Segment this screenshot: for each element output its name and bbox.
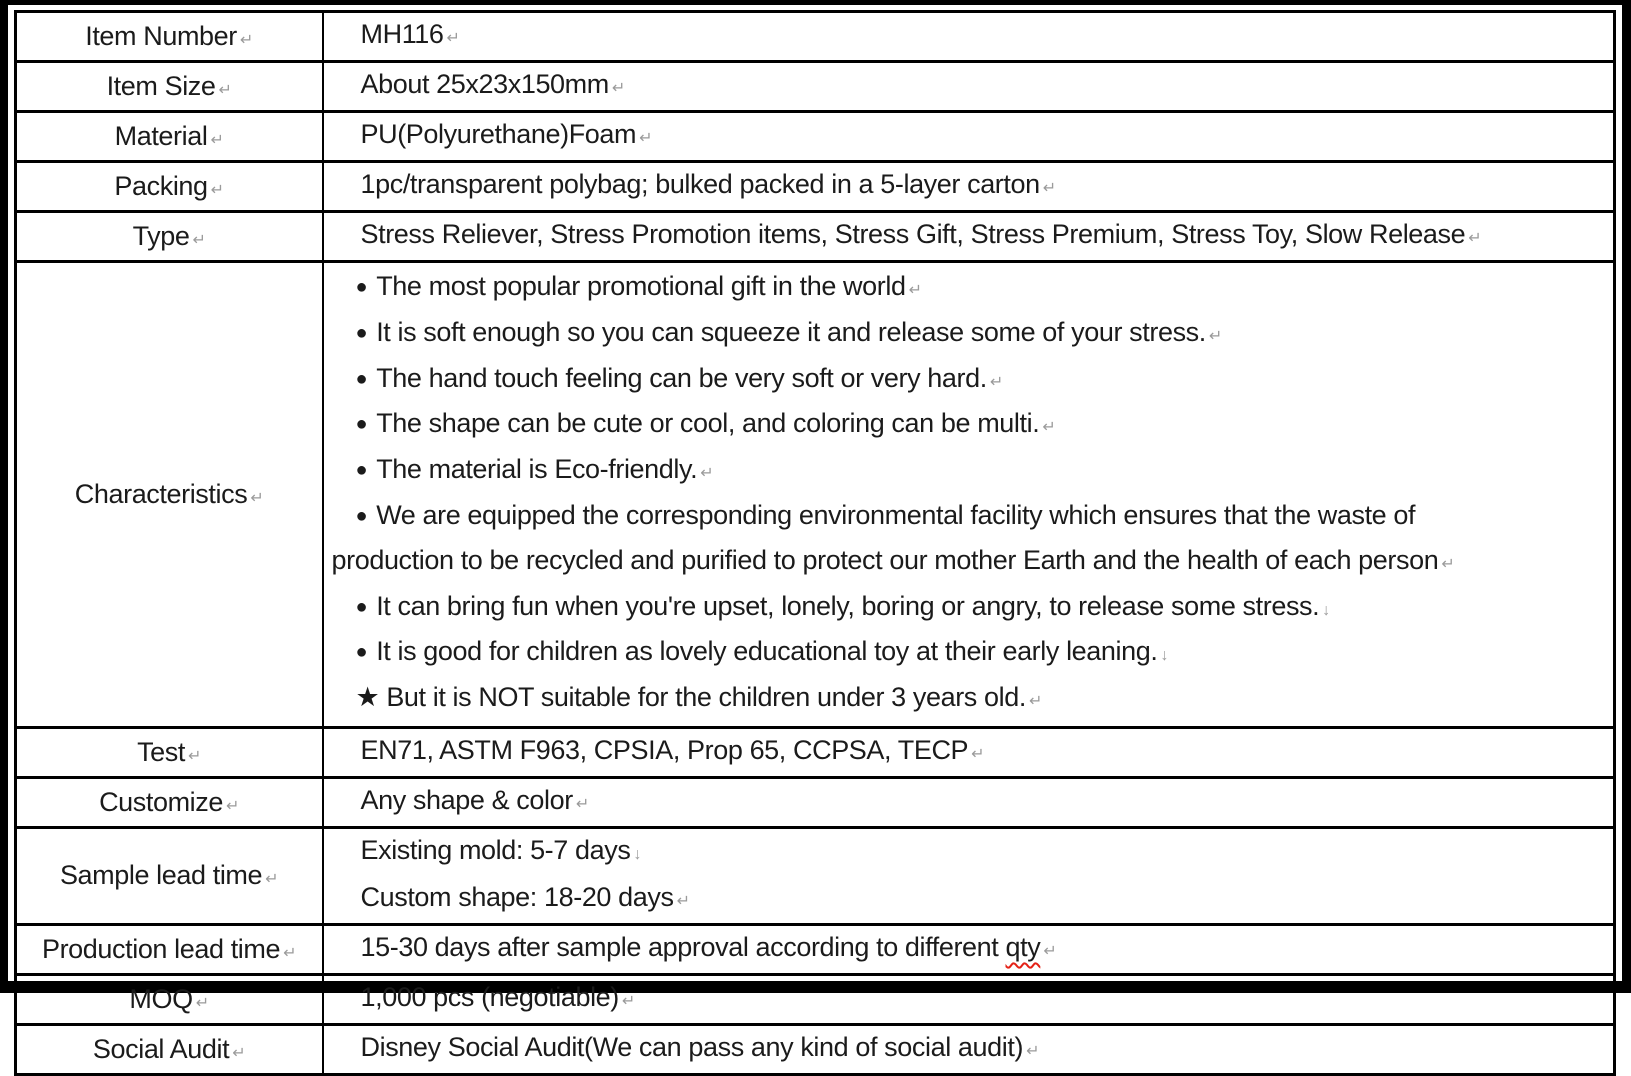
value-line [361, 779, 1606, 826]
bullet-icon: ● [355, 276, 368, 298]
paragraph-mark-icon: ↵ [1028, 693, 1043, 711]
row-value-cell-material [323, 112, 1615, 162]
paragraph-mark-icon: ↵ [218, 82, 232, 99]
paragraph-mark-icon: ↵ [676, 892, 690, 910]
table-row-type [16, 212, 1615, 262]
bullet-icon: ● [355, 321, 368, 344]
row-value-cell-item-number [323, 12, 1615, 62]
row-label-cell-item-size [16, 62, 323, 112]
value-line [330, 540, 1608, 586]
line-text: About 25x23x150mm [360, 69, 609, 99]
row-label: Customize [99, 786, 224, 817]
row-label-wrap [133, 221, 206, 252]
line-break-mark-icon: ↓ [633, 845, 642, 863]
bullet-icon: ● [355, 367, 368, 390]
row-value-cell-sample-lead-time [323, 827, 1615, 924]
row-label-wrap [85, 21, 253, 52]
paragraph-mark-icon: ↵ [908, 282, 922, 299]
paragraph-mark-icon: ↵ [971, 745, 985, 763]
line-text: The material is Eco-friendly. [376, 454, 698, 485]
table-row-test [16, 727, 1615, 777]
bullet-icon: ● [355, 413, 368, 436]
line-text: PU(Polyurethane)Foam [360, 119, 637, 149]
value-line [330, 586, 1608, 632]
row-label-cell-sample-lead-time [16, 827, 323, 924]
row-label-wrap [93, 1034, 246, 1065]
value-line [361, 829, 1606, 876]
paragraph-mark-icon: ↵ [989, 373, 1004, 391]
bullet-icon: ● [355, 595, 368, 618]
value-line [361, 113, 1606, 160]
value-line [330, 631, 1608, 677]
row-value-cell-characteristics [323, 262, 1615, 728]
value-line [361, 163, 1606, 210]
paragraph-mark-icon: ↵ [446, 30, 460, 47]
table-row-material [16, 112, 1615, 162]
value-line [361, 213, 1606, 260]
bullet-icon: ● [355, 504, 368, 527]
table-row-item-number [16, 12, 1615, 62]
value-line [330, 266, 1608, 312]
row-label-cell-social-audit [16, 1024, 323, 1074]
row-label: Social Audit [92, 1033, 230, 1064]
row-value-cell-moq [323, 974, 1615, 1024]
row-label-cell-production-lead-time [16, 924, 323, 974]
row-value-cell-social-audit [323, 1024, 1615, 1074]
row-value-cell-test [323, 727, 1615, 777]
line-text: Any shape & color [360, 784, 573, 815]
paragraph-mark-icon: ↵ [195, 994, 210, 1012]
row-label: Item Size [106, 71, 216, 101]
value-line [330, 495, 1608, 540]
value-line [361, 876, 1606, 923]
misspelled-word: qty [1005, 931, 1041, 962]
paragraph-mark-icon: ↵ [575, 795, 590, 813]
value-line [361, 63, 1606, 110]
paragraph-mark-icon: ↵ [265, 871, 279, 889]
row-label: Characteristics [74, 478, 248, 509]
row-value-cell-production-lead-time [323, 924, 1615, 974]
row-label-wrap [107, 71, 232, 102]
line-text: We are equipped the corresponding environmental facility which ensures that the waste of [376, 499, 1416, 530]
table-row-production-lead-time [16, 924, 1615, 974]
line-text: It can bring fun when you're upset, lonely, boring or angry, to release some stress. [376, 590, 1320, 621]
paragraph-mark-icon: ↵ [188, 747, 202, 765]
row-label-wrap [115, 121, 224, 152]
line-break-mark-icon: ↓ [1160, 647, 1169, 665]
paragraph-mark-icon: ↵ [1441, 555, 1455, 573]
row-label: Type [132, 221, 190, 251]
line-text: Custom shape: 18-20 days [360, 881, 674, 912]
paragraph-mark-icon: ↵ [611, 80, 626, 97]
value-line [361, 926, 1606, 973]
line-text: 1pc/transparent polybag; bulked packed in a 5-layer carton [360, 169, 1040, 199]
row-label-cell-customize [16, 777, 323, 827]
row-value-cell-packing [323, 162, 1615, 212]
row-label-cell-packing [16, 162, 323, 212]
row-label-wrap [75, 479, 264, 510]
spec-table-body [16, 12, 1615, 1075]
paragraph-mark-icon: ↵ [639, 130, 653, 147]
row-label: Test [137, 736, 185, 767]
line-break-mark-icon: ↓ [1322, 601, 1331, 619]
table-row-moq [16, 974, 1615, 1024]
value-line [330, 677, 1608, 723]
paragraph-mark-icon: ↵ [210, 132, 224, 149]
value-line [330, 449, 1608, 495]
row-value-cell-customize [323, 777, 1615, 827]
row-label: Item Number [85, 21, 237, 51]
bullet-icon: ● [355, 641, 368, 664]
paragraph-mark-icon: ↵ [1468, 230, 1482, 247]
value-line [361, 976, 1606, 1023]
row-value-cell-item-size [323, 62, 1615, 112]
paragraph-mark-icon: ↵ [232, 1044, 246, 1062]
line-text: Disney Social Audit(We can pass any kind of social audit) [360, 1031, 1024, 1062]
row-label: Production lead time [41, 933, 281, 964]
paragraph-mark-icon: ↵ [1042, 180, 1057, 197]
row-label-cell-characteristics [16, 262, 323, 728]
paragraph-mark-icon: ↵ [1042, 419, 1056, 437]
row-value-cell-type [323, 212, 1615, 262]
row-label-wrap [129, 984, 209, 1015]
paragraph-mark-icon: ↵ [621, 992, 636, 1010]
line-text: The hand touch feeling can be very soft or very hard. [376, 362, 987, 393]
star-icon: ★ [355, 682, 380, 713]
row-label-cell-type [16, 212, 323, 262]
value-line [330, 312, 1608, 358]
row-label-cell-material [16, 112, 323, 162]
table-row-item-size [16, 62, 1615, 112]
value-line [330, 403, 1608, 449]
line-text: The shape can be cute or cool, and coloring can be multi. [376, 408, 1040, 439]
line-text: production to be recycled and purified to protect our mother Earth and the health of each person [331, 544, 1439, 575]
paragraph-mark-icon: ↵ [1208, 327, 1223, 345]
paragraph-mark-icon: ↵ [700, 465, 714, 483]
line-text: Existing mold: 5-7 days [360, 834, 631, 865]
row-label: Packing [114, 171, 208, 201]
value-line [361, 729, 1606, 776]
paragraph-mark-icon: ↵ [239, 32, 254, 49]
row-label: MOQ [129, 983, 193, 1014]
value-line [361, 1026, 1606, 1073]
row-label-wrap [114, 171, 224, 202]
line-text: MH116 [360, 19, 444, 49]
bullet-icon: ● [355, 459, 368, 482]
product-spec-table [14, 10, 1616, 1076]
paragraph-mark-icon: ↵ [226, 797, 240, 815]
row-label-cell-test [16, 727, 323, 777]
line-text: EN71, ASTM F963, CPSIA, Prop 65, CCPSA, TECP [360, 734, 969, 765]
row-label-wrap [99, 787, 239, 818]
row-label-wrap [42, 934, 297, 965]
paragraph-mark-icon: ↵ [250, 489, 264, 507]
value-line [361, 13, 1606, 60]
value-line [330, 358, 1608, 404]
row-label: Material [114, 121, 208, 151]
paragraph-mark-icon: ↵ [192, 232, 206, 249]
table-row-sample-lead-time [16, 827, 1615, 924]
paragraph-mark-icon: ↵ [283, 944, 297, 962]
row-label-cell-item-number [16, 12, 323, 62]
row-label-wrap [60, 860, 279, 891]
paragraph-mark-icon: ↵ [210, 182, 225, 199]
paragraph-mark-icon: ↵ [1026, 1042, 1040, 1060]
line-text: It is good for children as lovely educational toy at their early leaning. [376, 636, 1158, 667]
table-row-social-audit [16, 1024, 1615, 1074]
row-label: Sample lead time [59, 860, 263, 891]
table-row-customize [16, 777, 1615, 827]
line-text: The most popular promotional gift in the world [376, 271, 906, 301]
line-text: 15-30 days after sample approval according to different [360, 931, 1006, 962]
line-text: Stress Reliever, Stress Promotion items, Stress Gift, Stress Premium, Stress Toy, Slow Release [360, 219, 1466, 249]
table-row-packing [16, 162, 1615, 212]
row-label-wrap [137, 737, 201, 768]
table-row-characteristics [16, 262, 1615, 728]
row-label-cell-moq [16, 974, 323, 1024]
paragraph-mark-icon: ↵ [1043, 942, 1057, 960]
line-text: But it is NOT suitable for the children under 3 years old. [386, 682, 1026, 713]
line-text: It is soft enough so you can squeeze it and release some of your stress. [376, 316, 1206, 347]
line-text: 1,000 pcs (negotiable) [360, 981, 619, 1012]
